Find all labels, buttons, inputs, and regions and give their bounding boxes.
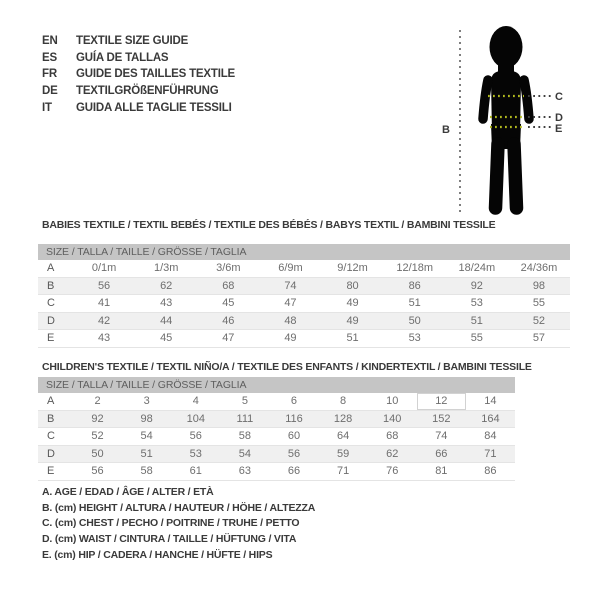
table-row [38, 313, 570, 331]
language-row [42, 33, 235, 50]
table-cell: 48 [284, 314, 297, 327]
row-label: A [47, 395, 55, 408]
row-label: A [47, 262, 55, 275]
table-cell: 62 [386, 447, 399, 460]
hip-label: E [555, 123, 563, 135]
table-cell: 3/6m [216, 262, 241, 275]
table-cell: 42 [97, 314, 111, 327]
table-cell: 43 [160, 297, 173, 310]
table-cell: 56 [189, 430, 202, 443]
table-cell: 56 [287, 447, 301, 460]
table-cell: 24/36m [520, 262, 558, 275]
language-label: TEXTILE SIZE GUIDE [76, 35, 189, 48]
table-row [38, 463, 515, 481]
table-cell: 6/9m [278, 262, 303, 275]
table-cell: 53 [470, 297, 483, 310]
table-cell: 5 [241, 395, 248, 408]
language-label: GUIDE DES TAILLES TEXTILE [76, 68, 235, 81]
table-cell: 63 [238, 465, 251, 478]
table-cell: 3 [143, 395, 150, 408]
table-row [38, 295, 570, 313]
table-cell: 64 [336, 430, 350, 443]
table-cell: 9/12m [337, 262, 368, 275]
table-cell: 71 [336, 465, 350, 478]
table-cell: 4 [192, 395, 199, 408]
table-cell: 43 [97, 332, 111, 345]
table-cell: 58 [238, 430, 251, 443]
table-cell: 52 [532, 314, 546, 327]
table-cell: 68 [222, 279, 235, 292]
language-title-list [42, 33, 235, 116]
table-cell: 18/24m [458, 262, 496, 275]
table-cell: 50 [408, 314, 421, 327]
table-cell: 59 [336, 447, 350, 460]
table-cell: 57 [532, 332, 546, 345]
table-cell: 61 [189, 465, 202, 478]
row-label: C [47, 297, 55, 310]
table-cell: 49 [346, 297, 359, 310]
language-code: DE [42, 85, 58, 98]
table-row [38, 446, 515, 464]
table-row [38, 260, 570, 278]
table-row [38, 278, 570, 296]
child-silhouette-diagram [438, 16, 578, 226]
table-cell: 45 [222, 297, 235, 310]
table-cell: 152 [432, 412, 451, 425]
children-table [38, 393, 515, 481]
table-cell: 128 [333, 412, 353, 425]
legend-line: B. (cm) HEIGHT / ALTURA / HAUTEUR / HÖHE / ALTEZZA [42, 501, 316, 514]
table-cell: 45 [160, 332, 173, 345]
babies-table-header: SIZE / TALLA / TAILLE / GRÖSSE / TAGLIA [38, 244, 570, 260]
table-cell: 51 [470, 314, 483, 327]
table-cell: 53 [189, 447, 202, 460]
table-cell: 111 [236, 412, 254, 425]
table-cell: 51 [408, 297, 421, 310]
table-cell: 74 [435, 430, 448, 443]
table-cell: 0/1m [91, 262, 117, 275]
table-cell: 50 [91, 447, 104, 460]
language-code: ES [42, 51, 57, 64]
table-cell: 74 [284, 279, 297, 292]
language-row [42, 99, 235, 116]
language-code: EN [42, 35, 58, 48]
table-cell: 54 [140, 430, 153, 443]
table-cell: 76 [386, 465, 399, 478]
legend-line: E. (cm) HIP / CADERA / HANCHE / HÜFTE / HIPS [42, 548, 273, 561]
table-cell: 92 [470, 279, 483, 292]
language-label: GUIDA ALLE TAGLIE TESSILI [76, 101, 232, 114]
measurement-legend [42, 486, 315, 564]
table-cell: 53 [408, 332, 421, 345]
table-cell: 51 [346, 332, 359, 345]
table-cell: 104 [186, 412, 205, 425]
table-cell: 52 [91, 430, 104, 443]
table-cell: 84 [484, 430, 497, 443]
table-cell: 14 [484, 395, 497, 408]
table-cell: 46 [222, 314, 235, 327]
row-label: E [47, 465, 55, 478]
table-row [38, 428, 515, 446]
language-code: IT [42, 101, 52, 114]
table-cell: 12/18m [396, 262, 434, 275]
language-label: GUÍA DE TALLAS [76, 51, 169, 64]
table-row [38, 411, 515, 429]
table-cell: 71 [484, 447, 497, 460]
table-cell: 164 [481, 412, 500, 425]
table-cell: 41 [97, 297, 111, 310]
height-label: B [442, 124, 450, 136]
children-table-title: CHILDREN'S TEXTILE / TEXTIL NIÑO/A / TEXTILE DES ENFANTS / KINDERTEXTIL / BAMBINI TESSILE [42, 361, 532, 373]
table-cell: 86 [408, 279, 421, 292]
table-cell: 80 [346, 279, 359, 292]
row-label: D [47, 447, 55, 460]
legend-line: D. (cm) WAIST / CINTURA / TAILLE / HÜFTUNG / VITA [42, 533, 297, 546]
table-cell: 2 [94, 395, 101, 408]
table-cell: 92 [91, 412, 104, 425]
row-label: B [47, 279, 55, 292]
table-cell: 47 [284, 297, 297, 310]
table-cell: 62 [160, 279, 173, 292]
table-cell: 55 [470, 332, 483, 345]
table-cell: 116 [285, 412, 303, 425]
table-cell: 55 [532, 297, 546, 310]
babies-table [38, 260, 570, 348]
row-label: E [47, 332, 55, 345]
language-row [42, 83, 235, 100]
table-cell: 6 [290, 395, 298, 408]
language-label: TEXTILGRÖßENFÜHRUNG [76, 85, 219, 98]
row-label: D [47, 314, 55, 327]
table-cell: 60 [287, 430, 301, 443]
table-cell: 49 [346, 314, 359, 327]
language-code: FR [42, 68, 57, 81]
table-cell: 44 [160, 314, 173, 327]
language-row [42, 66, 235, 83]
table-cell: 81 [435, 465, 448, 478]
table-cell: 98 [532, 279, 546, 292]
table-cell: 140 [383, 412, 402, 425]
language-row [42, 50, 235, 67]
table-cell: 56 [91, 465, 104, 478]
table-cell: 51 [140, 447, 153, 460]
table-cell: 54 [238, 447, 251, 460]
row-label: C [47, 430, 55, 443]
table-cell: 8 [340, 395, 347, 408]
table-cell: 47 [222, 332, 235, 345]
waist-label: D [555, 112, 563, 124]
table-cell: 12 [417, 393, 466, 410]
table-cell: 10 [386, 395, 399, 408]
table-cell: 58 [140, 465, 153, 478]
table-cell: 98 [140, 412, 153, 425]
table-row [38, 330, 570, 348]
table-cell: 1/3m [153, 262, 179, 275]
table-cell: 66 [435, 447, 448, 460]
row-label: B [47, 412, 55, 425]
table-cell: 86 [484, 465, 497, 478]
table-cell: 68 [386, 430, 399, 443]
table-cell: 66 [287, 465, 301, 478]
children-table-header: SIZE / TALLA / TAILLE / GRÖSSE / TAGLIA [38, 377, 515, 393]
table-cell: 56 [97, 279, 111, 292]
legend-line: A. AGE / EDAD / ÂGE / ALTER / ETÀ [42, 486, 214, 498]
chest-label: C [555, 91, 563, 103]
table-cell: 49 [284, 332, 297, 345]
babies-table-title: BABIES TEXTILE / TEXTIL BEBÉS / TEXTILE DES BÉBÉS / BABYS TEXTIL / BAMBINI TESSILE [42, 219, 496, 231]
legend-line: C. (cm) CHEST / PECHO / POITRINE / TRUHE / PETTO [42, 517, 300, 530]
table-row [38, 393, 515, 411]
